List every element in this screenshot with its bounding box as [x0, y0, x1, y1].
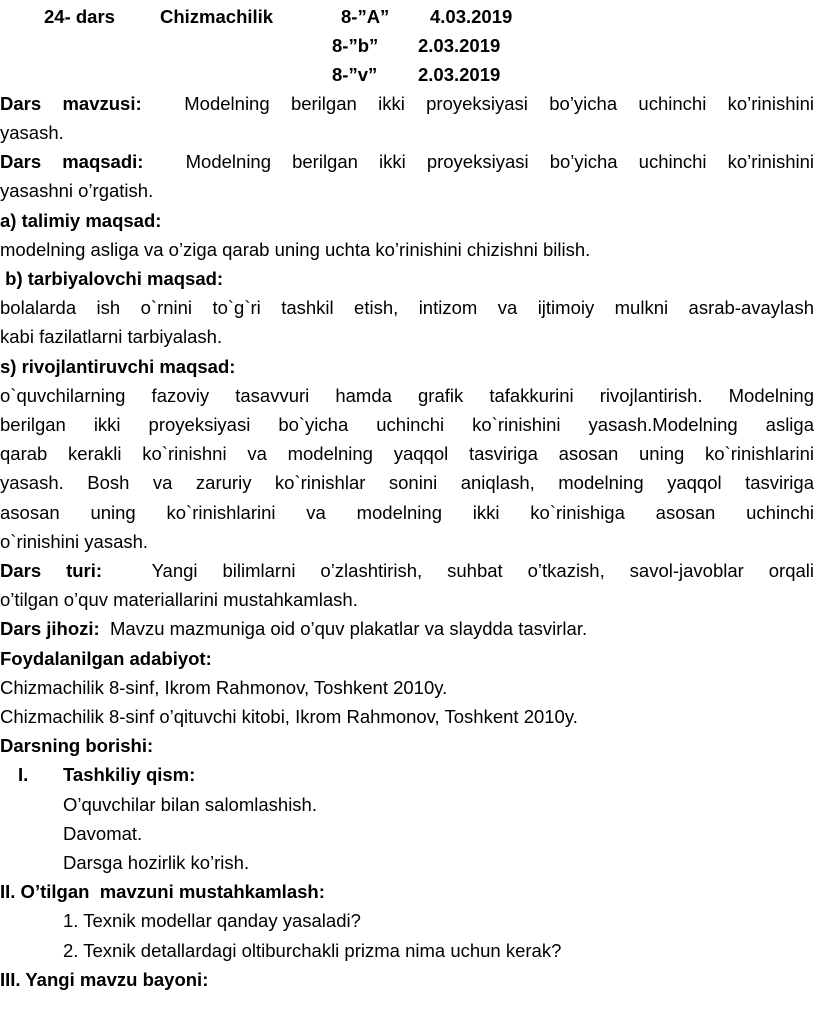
- part1-item: O’quvchilar bilan salomlashish.: [63, 794, 317, 815]
- topic-text-continued: yasash.: [0, 122, 64, 143]
- part1-item: Davomat.: [63, 823, 143, 844]
- class-date: 2.03.2019: [418, 35, 501, 56]
- equipment-line: [0, 614, 587, 643]
- class-label: 8-”v”: [332, 64, 378, 85]
- goal-b-text-continued: kabi fazilatlarni tarbiyalash.: [0, 326, 223, 347]
- class-label: 8-”A”: [341, 6, 390, 27]
- literature-item: Chizmachilik 8-sinf, Ikrom Rahmonov, Toshkent 2010y.: [0, 677, 448, 698]
- equipment-text: Mavzu mazmuniga oid o’quv plakatlar va slaydda tasvirlar.: [110, 618, 588, 639]
- class-date: 4.03.2019: [430, 6, 513, 27]
- lesson-type-label: Dars turi:: [0, 560, 103, 581]
- goal-s-text: asosan uning ko`rinishlarini va modelning ikki ko`rinishiga asosan uchinchi: [0, 502, 814, 523]
- goal-s-text-last: o`rinishini yasash.: [0, 531, 149, 552]
- goal-text: Modelning berilgan ikki proyeksiyasi bo’yicha uchinchi ko’rinishini: [185, 151, 815, 172]
- goal-label: Dars maqsadi:: [0, 151, 144, 172]
- literature-item: Chizmachilik 8-sinf o’qituvchi kitobi, Ikrom Rahmonov, Toshkent 2010y.: [0, 706, 578, 727]
- part2-item: 2. Texnik detallardagi oltiburchakli prizma nima uchun kerak?: [63, 940, 562, 961]
- goal-text-continued: yasashni o’rgatish.: [0, 180, 154, 201]
- lesson-number: 24- dars: [44, 6, 115, 27]
- part1-number: I.: [18, 764, 29, 785]
- literature-label: Foydalanilgan adabiyot:: [0, 648, 212, 669]
- goal-b-label: b) tarbiyalovchi maqsad:: [0, 268, 224, 289]
- progress-label: Darsning borishi:: [0, 735, 154, 756]
- goal-s-text: o`quvchilarning fazoviy tasavvuri hamda grafik tafakkurini rivojlantirish. Modelning: [0, 385, 814, 406]
- part1-item: Darsga hozirlik ko’rish.: [63, 852, 250, 873]
- goal-a-label: a) talimiy maqsad:: [0, 210, 162, 231]
- part2-item: 1. Texnik modellar qanday yasaladi?: [63, 910, 361, 931]
- class-label: 8-”b”: [332, 35, 379, 56]
- topic-line: [0, 89, 814, 118]
- goal-b-text: bolalarda ish o`rnini to`g`ri tashkil etish, intizom va ijtimoiy mulkni asrab-avaylash: [0, 297, 814, 318]
- equipment-label: Dars jihozi:: [0, 618, 100, 639]
- class-date: 2.03.2019: [418, 64, 501, 85]
- goal-s-text: berilgan ikki proyeksiyasi bo`yicha uchinchi ko`rinishini yasash.Modelning asliga: [0, 414, 814, 435]
- goal-a-text: modelning asliga va o’ziga qarab uning uchta ko’rinishini chizishni bilish.: [0, 239, 591, 260]
- lesson-type-text-continued: o’tilgan o’quv materiallarini mustahkamlash.: [0, 589, 358, 610]
- goal-s-text: yasash. Bosh va zaruriy ko`rinishlar sonini aniqlash, modelning yaqqol tasviriga: [0, 472, 814, 493]
- goal-s-label: s) rivojlantiruvchi maqsad:: [0, 356, 236, 377]
- lesson-type-line: [0, 556, 814, 585]
- lesson-type-text: Yangi bilimlarni o’zlashtirish, suhbat o’tkazish, savol-javoblar orqali: [151, 560, 814, 581]
- part2-title: II. O’tilgan mavzuni mustahkamlash:: [0, 881, 325, 902]
- part3-title: III. Yangi mavzu bayoni:: [0, 969, 209, 990]
- topic-text: Modelning berilgan ikki proyeksiyasi bo’yicha uchinchi ko’rinishini: [184, 93, 814, 114]
- goal-line: [0, 147, 814, 176]
- goal-s-text: qarab kerakli ko`rinishni va modelning yaqqol tasviriga asosan uning ko`rinishlarini: [0, 443, 814, 464]
- topic-label: Dars mavzusi:: [0, 93, 142, 114]
- subject-title: Chizmachilik: [160, 6, 274, 27]
- part1-title: Tashkiliy qism:: [63, 764, 196, 785]
